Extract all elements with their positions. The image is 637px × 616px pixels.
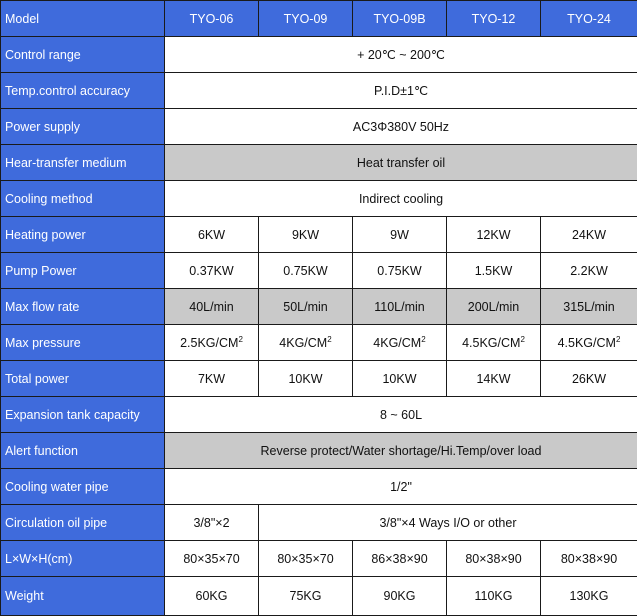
spec-value: 40L/min bbox=[165, 289, 259, 325]
spec-value bbox=[541, 325, 637, 361]
spec-value: 0.75KW bbox=[259, 253, 353, 289]
spec-value: 10KW bbox=[259, 361, 353, 397]
spec-value: Indirect cooling bbox=[165, 181, 637, 217]
unit-superscript: 2 bbox=[616, 334, 620, 343]
row-label: Temp.control accuracy bbox=[1, 73, 165, 109]
spec-value: 80×38×90 bbox=[541, 541, 637, 577]
spec-value: 9KW bbox=[259, 217, 353, 253]
spec-row-max-flow bbox=[1, 289, 637, 325]
model-header: TYO-12 bbox=[447, 1, 541, 37]
spec-row-cooling-method bbox=[1, 181, 637, 217]
spec-row-heating-power bbox=[1, 217, 637, 253]
spec-value: 7KW bbox=[165, 361, 259, 397]
spec-value: 24KW bbox=[541, 217, 637, 253]
spec-value bbox=[353, 325, 447, 361]
pressure-value: 4KG/CM bbox=[279, 336, 327, 350]
row-label: Cooling method bbox=[1, 181, 165, 217]
spec-value: 0.37KW bbox=[165, 253, 259, 289]
row-label: Circulation oil pipe bbox=[1, 505, 165, 541]
row-label: Hear-transfer medium bbox=[1, 145, 165, 181]
row-label: Max flow rate bbox=[1, 289, 165, 325]
spec-value: 80×35×70 bbox=[259, 541, 353, 577]
spec-value: Heat transfer oil bbox=[165, 145, 637, 181]
spec-value: 26KW bbox=[541, 361, 637, 397]
spec-value: 0.75KW bbox=[353, 253, 447, 289]
row-label: Total power bbox=[1, 361, 165, 397]
row-label: Cooling water pipe bbox=[1, 469, 165, 505]
spec-value: 315L/min bbox=[541, 289, 637, 325]
spec-value: 80×35×70 bbox=[165, 541, 259, 577]
spec-value: 60KG bbox=[165, 577, 259, 616]
unit-superscript: 2 bbox=[520, 334, 524, 343]
spec-row-cooling-water-pipe bbox=[1, 469, 637, 505]
spec-row-total-power bbox=[1, 361, 637, 397]
spec-value: 3/8"×2 bbox=[165, 505, 259, 541]
row-label: Weight bbox=[1, 577, 165, 616]
row-label: Control range bbox=[1, 37, 165, 73]
spec-value: 1/2" bbox=[165, 469, 637, 505]
spec-value: Reverse protect/Water shortage/Hi.Temp/over load bbox=[165, 433, 637, 469]
spec-value: 80×38×90 bbox=[447, 541, 541, 577]
row-label: L×W×H(cm) bbox=[1, 541, 165, 577]
header-row bbox=[1, 1, 637, 37]
spec-value: 130KG bbox=[541, 577, 637, 616]
row-label: Pump Power bbox=[1, 253, 165, 289]
model-header: TYO-09 bbox=[259, 1, 353, 37]
model-header: TYO-09B bbox=[353, 1, 447, 37]
spec-value bbox=[447, 325, 541, 361]
model-header: TYO-06 bbox=[165, 1, 259, 37]
pressure-value: 4KG/CM bbox=[373, 336, 421, 350]
spec-value: 50L/min bbox=[259, 289, 353, 325]
model-header: TYO-24 bbox=[541, 1, 637, 37]
row-label: Alert function bbox=[1, 433, 165, 469]
unit-superscript: 2 bbox=[327, 334, 331, 343]
row-label: Heating power bbox=[1, 217, 165, 253]
spec-row-temp-accuracy bbox=[1, 73, 637, 109]
spec-value: 14KW bbox=[447, 361, 541, 397]
unit-superscript: 2 bbox=[421, 334, 425, 343]
spec-value: AC3Φ380V 50Hz bbox=[165, 109, 637, 145]
spec-value: 110KG bbox=[447, 577, 541, 616]
spec-value bbox=[165, 325, 259, 361]
spec-row-max-pressure bbox=[1, 325, 637, 361]
spec-value: P.I.D±1℃ bbox=[165, 73, 637, 109]
spec-value: 2.2KW bbox=[541, 253, 637, 289]
unit-superscript: 2 bbox=[238, 334, 242, 343]
spec-value: 8 ~ 60L bbox=[165, 397, 637, 433]
spec-value: 3/8"×4 Ways I/O or other bbox=[259, 505, 637, 541]
spec-row-expansion-tank bbox=[1, 397, 637, 433]
spec-row-alert-function bbox=[1, 433, 637, 469]
pressure-value: 2.5KG/CM bbox=[180, 336, 238, 350]
spec-value: 10KW bbox=[353, 361, 447, 397]
spec-value: 110L/min bbox=[353, 289, 447, 325]
spec-row-transfer-medium bbox=[1, 145, 637, 181]
spec-row-weight bbox=[1, 577, 637, 616]
spec-value bbox=[259, 325, 353, 361]
spec-value: 9W bbox=[353, 217, 447, 253]
spec-row-pump-power bbox=[1, 253, 637, 289]
pressure-value: 4.5KG/CM bbox=[558, 336, 616, 350]
spec-row-power-supply bbox=[1, 109, 637, 145]
spec-row-circulation-oil-pipe bbox=[1, 505, 637, 541]
row-label: Power supply bbox=[1, 109, 165, 145]
spec-value: 75KG bbox=[259, 577, 353, 616]
spec-value: 86×38×90 bbox=[353, 541, 447, 577]
spec-value: 200L/min bbox=[447, 289, 541, 325]
spec-value: 6KW bbox=[165, 217, 259, 253]
spec-value: 1.5KW bbox=[447, 253, 541, 289]
row-label: Expansion tank capacity bbox=[1, 397, 165, 433]
header-label: Model bbox=[1, 1, 165, 37]
spec-row-control-range bbox=[1, 37, 637, 73]
spec-value: 12KW bbox=[447, 217, 541, 253]
pressure-value: 4.5KG/CM bbox=[462, 336, 520, 350]
spec-value: 90KG bbox=[353, 577, 447, 616]
row-label: Max pressure bbox=[1, 325, 165, 361]
spec-row-dimensions bbox=[1, 541, 637, 577]
spec-value: + 20℃ ~ 200℃ bbox=[165, 37, 637, 73]
